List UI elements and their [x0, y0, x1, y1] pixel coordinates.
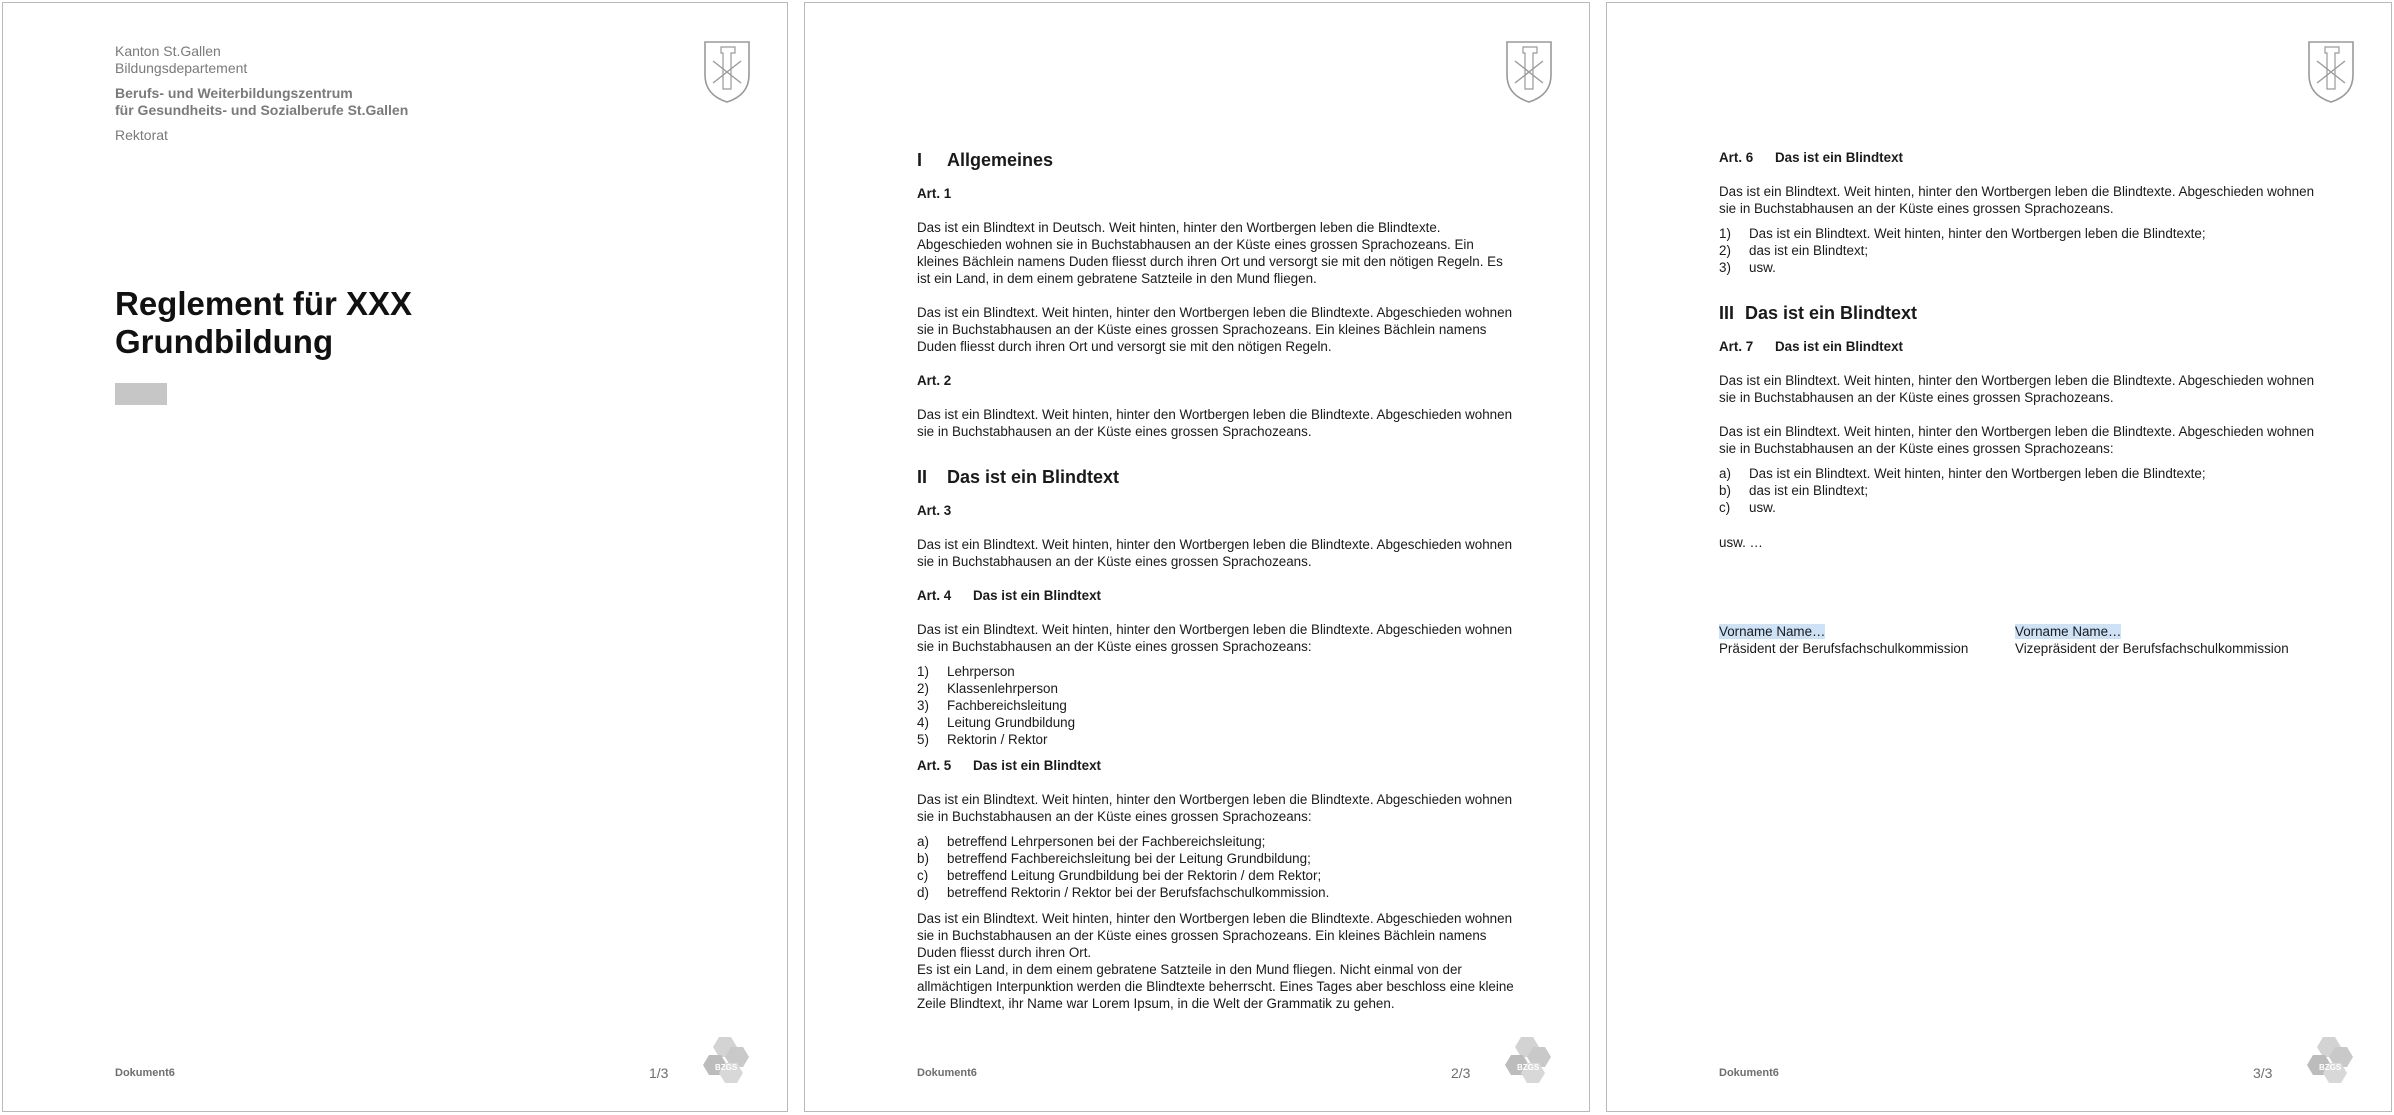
org-school [115, 85, 408, 119]
paragraph: Das ist ein Blindtext. Weit hinten, hinter den Wortbergen leben die Blindtexte. Abgeschieden wohnen sie in Buchstabhausen an der Küste eines grossen Sprachozeans: [917, 792, 1513, 824]
article-number: Art. 2 [917, 373, 952, 388]
list-marker: c) [1719, 500, 1731, 515]
list-marker: 3) [1719, 260, 1731, 275]
chapter-title: Das ist ein Blindtext [947, 467, 1120, 487]
page-2-content [917, 149, 1517, 1012]
list-text: Das ist ein Blindtext. Weit hinten, hinter den Wortbergen leben die Blindtexte; [1749, 226, 2206, 241]
paragraph: Das ist ein Blindtext. Weit hinten, hinter den Wortbergen leben die Blindtexte. Abgeschieden wohnen sie in Buchstabhausen an der Küste eines grossen Sprachozeans. Ein kleines Bächlein namens Duden fliesst durch ihren Ort und versorgt sie mit den nötigen Regeln. [917, 305, 1513, 354]
list-text: Leitung Grundbildung [947, 715, 1076, 730]
list-text: betreffend Leitung Grundbildung bei der Rektorin / dem Rektor; [947, 868, 1322, 883]
article-number: Art. 1 [917, 186, 952, 201]
list-marker: 1) [917, 664, 929, 679]
article-number: Art. 4 [917, 588, 952, 603]
article-number: Art. 5 [917, 758, 952, 773]
article-heading [917, 757, 1517, 774]
article-number: Art. 6 [1719, 150, 1754, 165]
list-marker: b) [1719, 483, 1731, 498]
paragraph: Das ist ein Blindtext in Deutsch. Weit hinten, hinter den Wortbergen leben die Blindtexte. Abgeschieden wohnen sie in Buchstabhausen an der Küste eines grossen Sprachozeans. Ein kleines Bächlein namens Duden fliesst durch ihren Ort und versorgt sie mit den nötigen Regeln. Es ist ein Land, in dem einem gebratene Satzteile in den Mund fliegen. [917, 220, 1503, 286]
org-school-line: Berufs- und Weiterbildungszentrum [115, 85, 353, 101]
title-line: Grundbildung [115, 323, 334, 360]
date-placeholder-field[interactable] [115, 383, 167, 405]
lettered-list [1719, 465, 2319, 516]
list-marker: a) [1719, 466, 1731, 481]
list-item [917, 867, 1517, 884]
document-page-1 [2, 2, 788, 1112]
article-title: Das ist ein Blindtext [1775, 339, 1903, 354]
footer-document-name: Dokument6 [1719, 1067, 1779, 1079]
numbered-list [917, 663, 1517, 748]
paragraph: Das ist ein Blindtext. Weit hinten, hinter den Wortbergen leben die Blindtexte. Abgeschieden wohnen sie in Buchstabhausen an der Küste eines grossen Sprachozeans. [1719, 373, 2315, 405]
logo-text: BZGS [715, 1063, 738, 1072]
document-page-2 [804, 2, 1590, 1112]
signature-name-field[interactable]: Vorname Name… [1719, 624, 1826, 639]
canton-crest-icon [2305, 39, 2357, 105]
org-unit: Rektorat [115, 127, 168, 143]
bzgs-logo-icon [701, 1033, 755, 1087]
list-text: usw. [1749, 260, 1776, 275]
list-item [1719, 465, 2319, 482]
list-marker: 3) [917, 698, 929, 713]
list-marker: b) [917, 851, 929, 866]
article-heading [917, 372, 1517, 389]
article-number: Art. 7 [1719, 339, 1754, 354]
list-text: Rektorin / Rektor [947, 732, 1048, 747]
chapter-title: Allgemeines [947, 150, 1054, 170]
document-title [115, 285, 412, 361]
paragraph: Das ist ein Blindtext. Weit hinten, hinter den Wortbergen leben die Blindtexte. Abgeschieden wohnen sie in Buchstabhausen an der Küste eines grossen Sprachozeans. [917, 407, 1513, 439]
list-item [917, 697, 1517, 714]
chapter-heading [917, 466, 1517, 488]
bzgs-logo-icon [2305, 1033, 2359, 1087]
bzgs-logo-icon [1503, 1033, 1557, 1087]
list-text: Fachbereichsleitung [947, 698, 1067, 713]
chapter-title: Das ist ein Blindtext [1745, 303, 1918, 323]
list-text: betreffend Rektorin / Rektor bei der Berufsfachschulkommission. [947, 885, 1330, 900]
signature-block-vicepresident [2015, 623, 2289, 657]
chapter-heading [917, 149, 1517, 171]
footer-page-number: 1/3 [649, 1065, 669, 1081]
footer-document-name: Dokument6 [115, 1067, 175, 1079]
footer-page-number: 3/3 [2253, 1065, 2273, 1081]
numbered-list [1719, 225, 2319, 276]
list-item [1719, 225, 2319, 242]
paragraph: Es ist ein Land, in dem einem gebratene Satzteile in den Mund fliegen. Nicht einmal von der allmächtigen Interpunktion werden die Blindtexte beherrscht. Eines Tages aber beschloss eine kleine Zeile Blindtext, ihr Name war Lorem Ipsum, in die Welt der Grammatik zu gehen. [917, 962, 1514, 1011]
list-marker: 5) [917, 732, 929, 747]
list-marker: d) [917, 885, 929, 900]
signature-name-field[interactable]: Vorname Name… [2015, 624, 2122, 639]
organization-header [115, 43, 408, 144]
list-item [917, 680, 1517, 697]
list-marker: 2) [1719, 243, 1731, 258]
list-item [917, 850, 1517, 867]
chapter-number: III [1719, 303, 1735, 323]
list-item [1719, 259, 2319, 276]
paragraph: Das ist ein Blindtext. Weit hinten, hinter den Wortbergen leben die Blindtexte. Abgeschieden wohnen sie in Buchstabhausen an der Küste eines grossen Sprachozeans: [917, 622, 1513, 654]
article-heading [917, 587, 1517, 604]
list-text: das ist ein Blindtext; [1749, 483, 1869, 498]
chapter-heading [1719, 302, 2319, 324]
paragraph: Das ist ein Blindtext. Weit hinten, hinter den Wortbergen leben die Blindtexte. Abgeschieden wohnen sie in Buchstabhausen an der Küste eines grossen Sprachozeans: [1719, 424, 2315, 456]
org-line: Kanton St.Gallen [115, 43, 221, 59]
canton-crest-icon [701, 39, 753, 105]
article-number: Art. 3 [917, 503, 952, 518]
logo-text: BZGS [1517, 1063, 1540, 1072]
continuation-text: usw. … [1719, 535, 1763, 550]
list-marker: 1) [1719, 226, 1731, 241]
list-item [1719, 242, 2319, 259]
lettered-list [917, 833, 1517, 901]
org-school-line: für Gesundheits- und Sozialberufe St.Gallen [115, 102, 409, 118]
list-item [917, 884, 1517, 901]
list-text: usw. [1749, 500, 1776, 515]
title-line: Reglement für XXX [115, 285, 413, 322]
article-heading [917, 502, 1517, 519]
paragraph: Das ist ein Blindtext. Weit hinten, hinter den Wortbergen leben die Blindtexte. Abgeschieden wohnen sie in Buchstabhausen an der Küste eines grossen Sprachozeans. Ein kleines Bächlein namens Duden fliesst durch ihren Ort. [917, 911, 1513, 960]
paragraph: Das ist ein Blindtext. Weit hinten, hinter den Wortbergen leben die Blindtexte. Abgeschieden wohnen sie in Buchstabhausen an der Küste eines grossen Sprachozeans. [917, 537, 1513, 569]
list-marker: 2) [917, 681, 929, 696]
article-heading [1719, 149, 2319, 166]
list-item [917, 714, 1517, 731]
article-title: Das ist ein Blindtext [1775, 150, 1903, 165]
list-item [1719, 482, 2319, 499]
list-item [917, 833, 1517, 850]
list-text: Klassenlehrperson [947, 681, 1058, 696]
article-title: Das ist ein Blindtext [973, 758, 1101, 773]
list-item [1719, 499, 2319, 516]
document-page-3 [1606, 2, 2392, 1112]
paragraph: Das ist ein Blindtext. Weit hinten, hinter den Wortbergen leben die Blindtexte. Abgeschieden wohnen sie in Buchstabhausen an der Küste eines grossen Sprachozeans. [1719, 184, 2315, 216]
signature-block-president [1719, 623, 1968, 657]
list-text: betreffend Lehrpersonen bei der Fachbereichsleitung; [947, 834, 1266, 849]
chapter-number: II [917, 467, 928, 487]
footer-page-number: 2/3 [1451, 1065, 1471, 1081]
article-title: Das ist ein Blindtext [973, 588, 1101, 603]
list-marker: c) [917, 868, 929, 883]
list-text: das ist ein Blindtext; [1749, 243, 1869, 258]
list-text: Das ist ein Blindtext. Weit hinten, hinter den Wortbergen leben die Blindtexte; [1749, 466, 2206, 481]
article-heading [917, 185, 1517, 202]
list-marker: a) [917, 834, 929, 849]
list-item [917, 731, 1517, 748]
logo-text: BZGS [2319, 1063, 2342, 1072]
signature-role: Präsident der Berufsfachschulkommission [1719, 641, 1969, 656]
signature-role: Vizepräsident der Berufsfachschulkommission [2015, 641, 2289, 656]
list-text: Lehrperson [947, 664, 1015, 679]
list-marker: 4) [917, 715, 929, 730]
list-text: betreffend Fachbereichsleitung bei der Leitung Grundbildung; [947, 851, 1311, 866]
list-item [917, 663, 1517, 680]
chapter-number: I [917, 150, 923, 170]
page-3-content [1719, 149, 2319, 551]
org-line: Bildungsdepartement [115, 60, 248, 76]
footer-document-name: Dokument6 [917, 1067, 977, 1079]
article-heading [1719, 338, 2319, 355]
canton-crest-icon [1503, 39, 1555, 105]
